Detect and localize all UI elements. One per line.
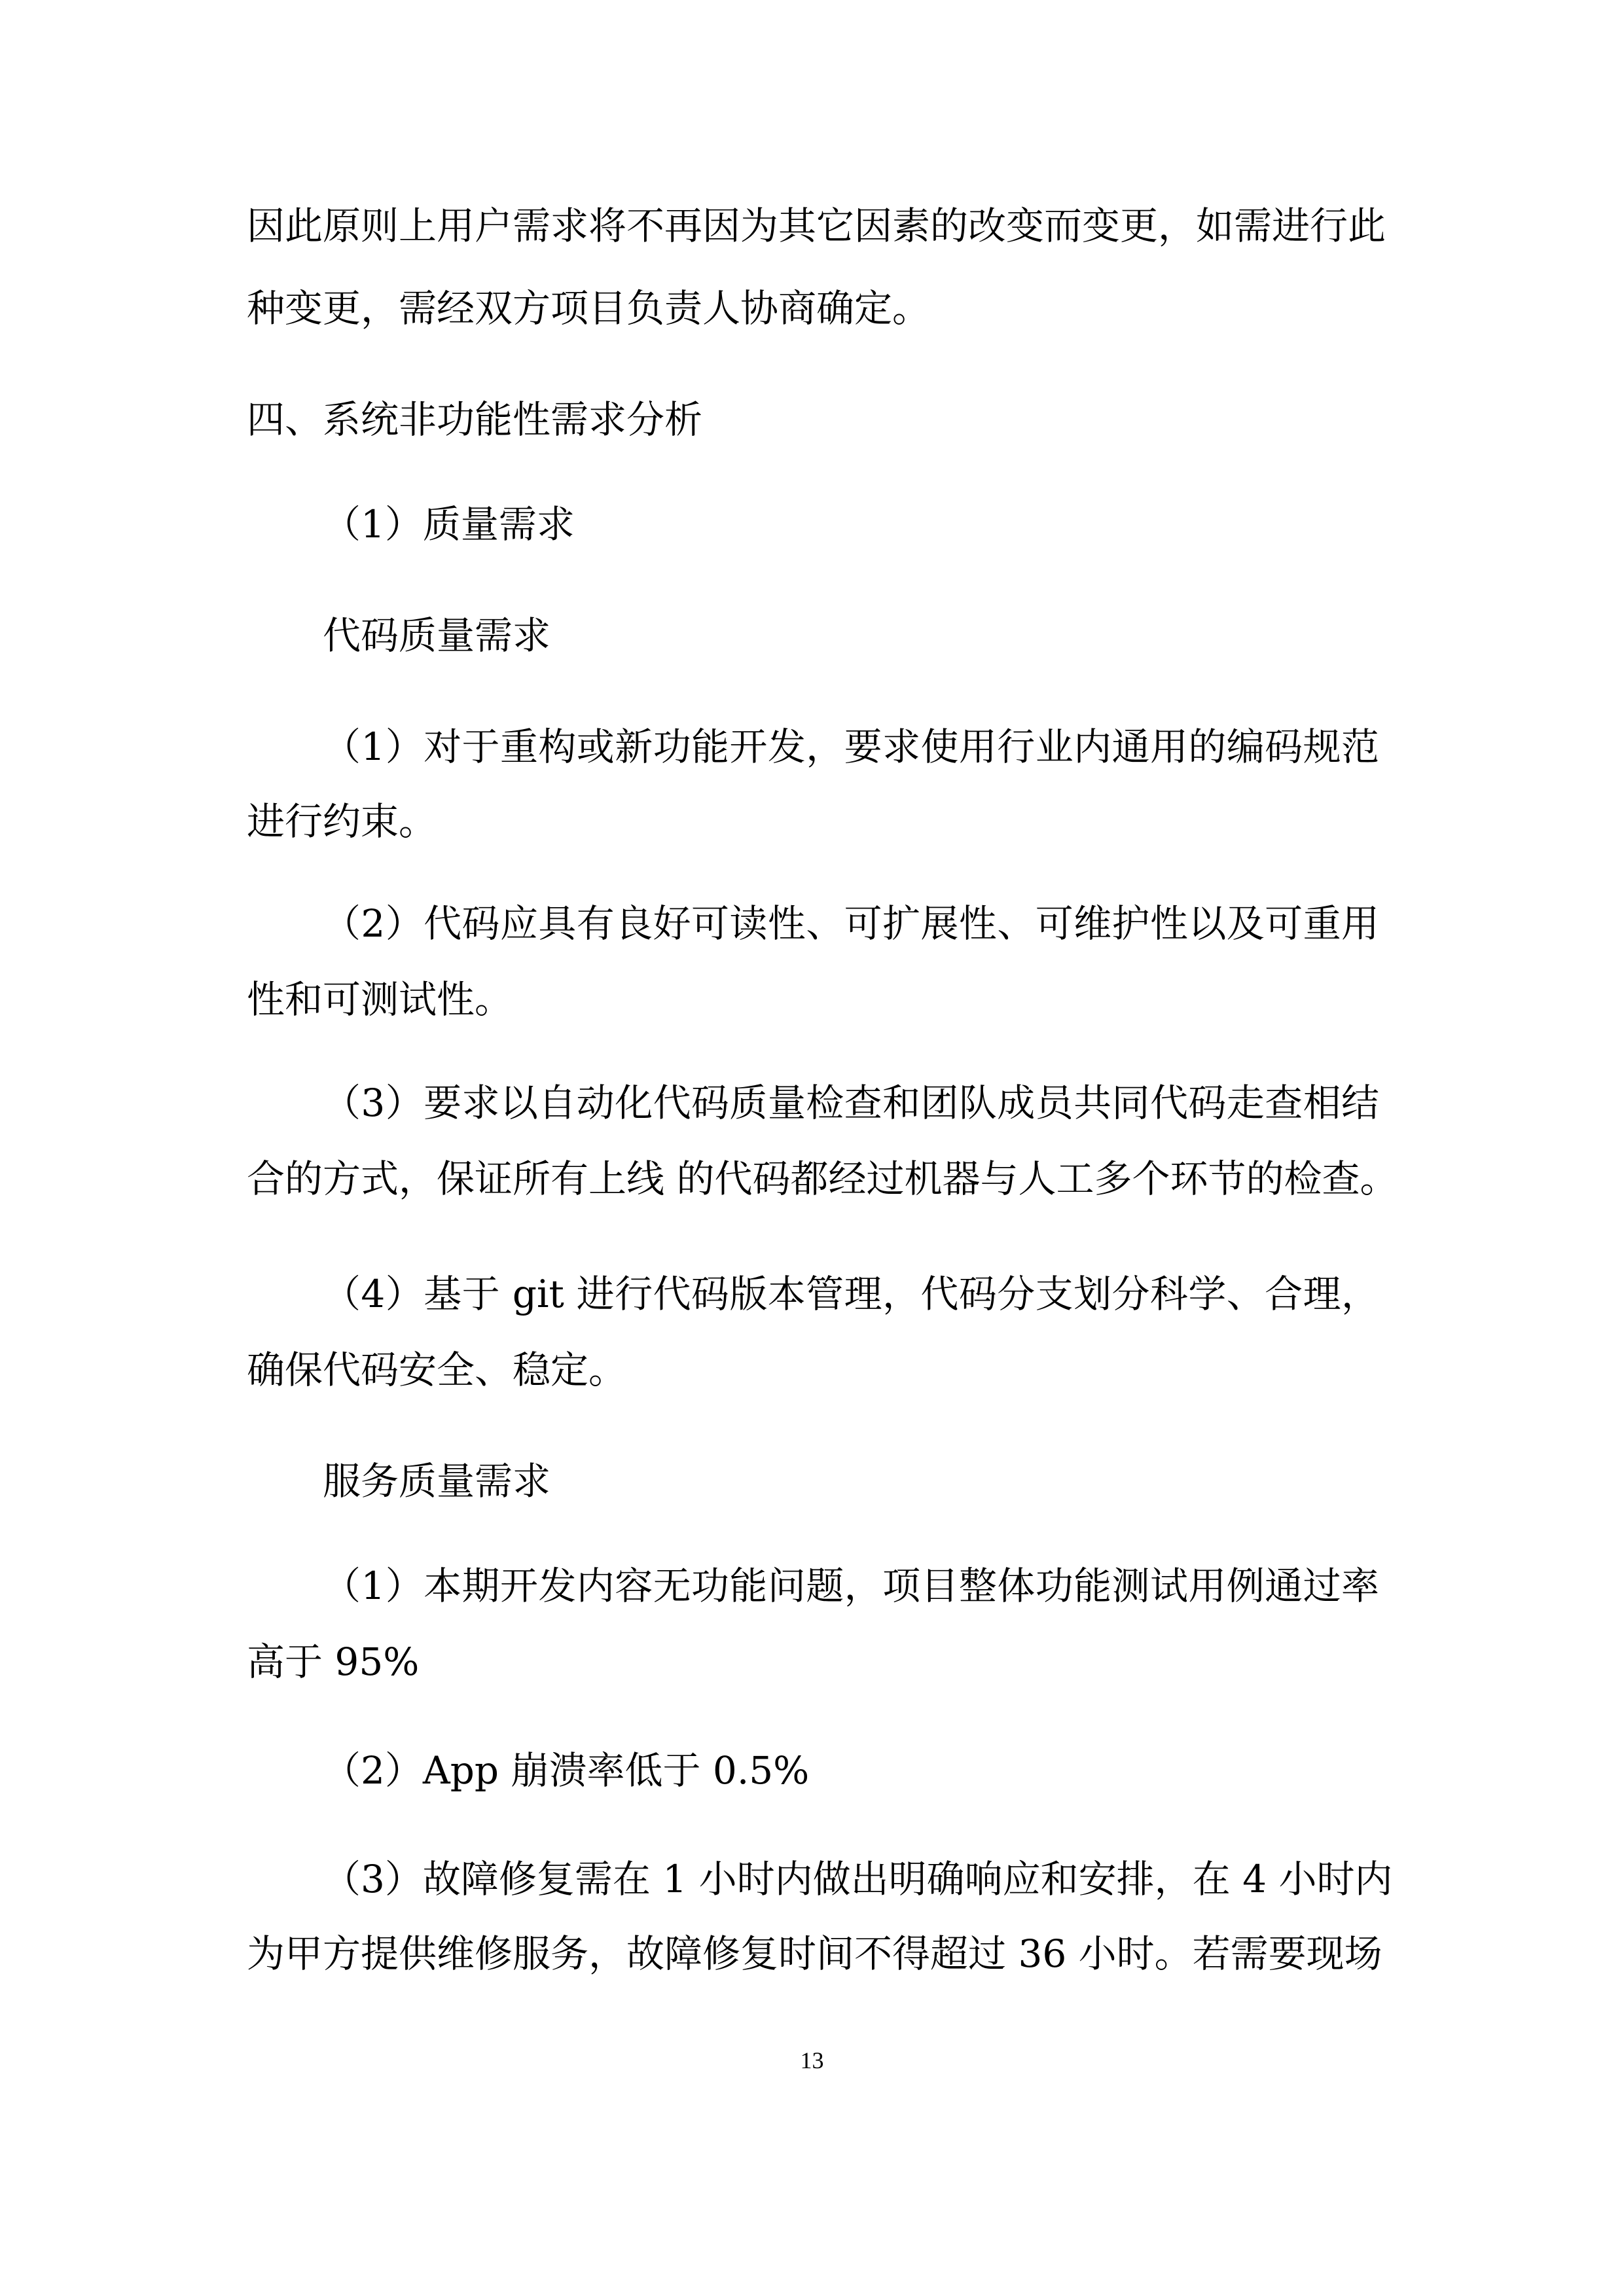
list-item-line: （1）对于重构或新功能开发，要求使用行业内通用的编码规范 (323, 725, 1379, 769)
list-item-line: （4）基于 git 进行代码版本管理，代码分支划分科学、合理， (323, 1272, 1379, 1316)
list-item-line: （1）本期开发内容无功能问题，项目整体功能测试用例通过率 (323, 1564, 1379, 1608)
list-item-line: 确保代码安全、稳定。 (247, 1348, 627, 1392)
list-item-line: （3）故障修复需在 1 小时内做出明确响应和安排，在 4 小时内 (323, 1857, 1393, 1901)
list-item-line: （3）要求以自动化代码质量检查和团队成员共同代码走查相结 (323, 1081, 1379, 1125)
section-heading: 四、系统非功能性需求分析 (247, 397, 703, 442)
subheading-service-quality: 服务质量需求 (323, 1459, 551, 1503)
page-number: 13 (800, 2047, 824, 2073)
list-item-line: 进行约束。 (247, 799, 437, 844)
paragraph-line: 因此原则上用户需求将不再因为其它因素的改变而变更，如需进行此 (247, 204, 1386, 248)
list-item-line: 高于 95% (247, 1640, 420, 1684)
list-item-line: 合的方式，保证所有上线 的代码都经过机器与人工多个环节的检查。 (247, 1157, 1398, 1201)
paragraph-line: 种变更，需经双方项目负责人协商确定。 (247, 286, 931, 331)
list-item-line: （2）App 崩溃率低于 0.5% (323, 1748, 810, 1793)
subsection-heading: （1）质量需求 (323, 502, 575, 547)
list-item-line: （2）代码应具有良好可读性、可扩展性、可维护性以及可重用 (323, 901, 1379, 946)
list-item-line: 为甲方提供维修服务，故障修复时间不得超过 36 小时。若需要现场 (247, 1931, 1382, 1976)
subheading-code-quality: 代码质量需求 (323, 613, 551, 658)
list-item-line: 性和可测试性。 (247, 977, 513, 1022)
